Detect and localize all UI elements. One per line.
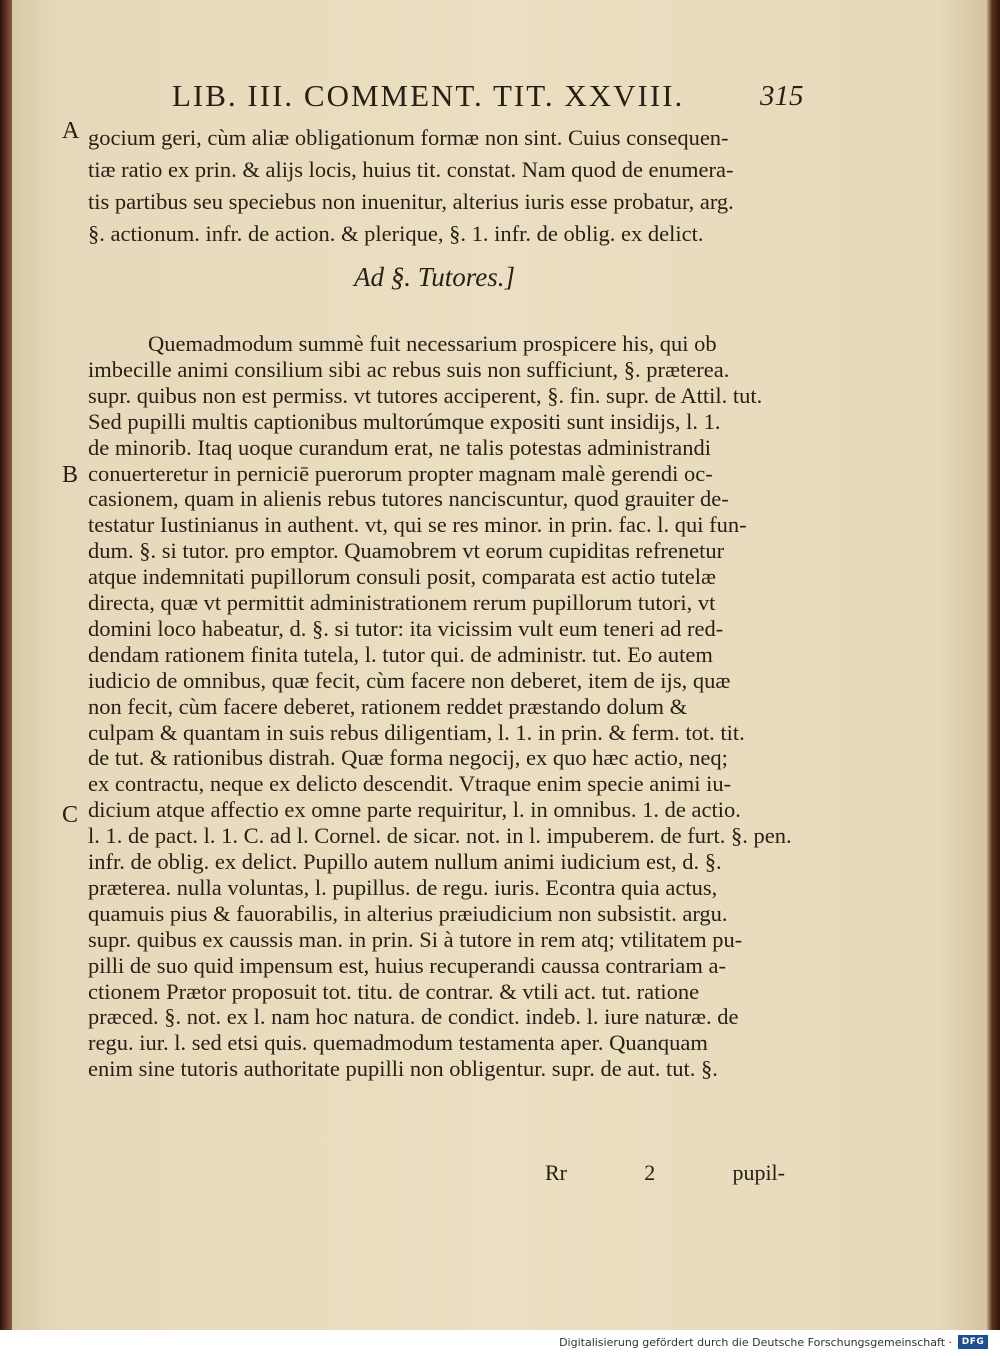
text-line: Sed pupilli multis captionibus multorúmque expositi sunt insidijs, l. 1. — [88, 408, 721, 434]
text-line: pilli de suo quid impensum est, huius recuperandi caussa contrariam a- — [88, 952, 726, 978]
text-line: testatur Iustinianus in authent. vt, qui se res minor. in prin. fac. l. qui fun- — [88, 512, 747, 538]
text-line: de tut. & rationibus distrah. Quæ forma negocij, ex quo hæc actio, neq; — [88, 745, 728, 771]
dfg-logo: DFG — [958, 1335, 988, 1349]
text-line: ctionem Prætor proposuit tot. titu. de contrar. & vtili act. tut. ratione — [88, 978, 700, 1004]
catchword: pupil- — [732, 1160, 785, 1185]
text-line: directa, quæ vt permittit administrationem rerum pupillorum tutori, vt — [88, 590, 716, 615]
text-line: infr. de oblig. ex delict. Pupillo autem nullum animi iudicium est, d. §. — [88, 849, 722, 874]
text-line: ex contractu, neque ex delicto descendit. Vtraque enim specie animi iu- — [88, 771, 732, 797]
page-edge — [987, 0, 1000, 1330]
text-line: supr. quibus ex caussis man. in prin. Si à tutore in rem atq; vtilitatem pu- — [88, 926, 743, 952]
text-line: conuerteretur in perniciē puerorum propter magnam malè gerendi oc- — [88, 460, 713, 486]
text-line: imbecille animi consilium sibi ac rebus suis non sufficiunt, §. præterea. — [88, 356, 730, 382]
footer-bar — [0, 1330, 1000, 1356]
text-line: §. actionum. infr. de action. & plerique, §. 1. infr. de oblig. ex delict. — [88, 221, 704, 246]
text-line: culpam & quantam in suis rebus diligentiam, l. 1. in prin. & ferm. tot. tit. — [88, 719, 745, 745]
text-line: tis partibus seu speciebus non inuenitur, alterius iuris esse probatur, arg. — [88, 189, 734, 214]
running-title: LIB. III. COMMENT. TIT. XXVIII. — [172, 78, 685, 113]
text-line: præterea. nulla voluntas, l. pupillus. de regu. iuris. Econtra quia actus, — [88, 874, 718, 900]
text-line: quamuis pius & fauorabilis, in alterius præiudicium non subsistit. argu. — [88, 900, 728, 926]
book-binding — [0, 0, 12, 1330]
marginal-letter-c: C — [62, 802, 79, 828]
text-line: iudicio de omnibus, quæ fecit, cùm facere non deberet, item de ijs, quæ — [88, 667, 731, 693]
text-line: præced. §. not. ex l. nam hoc natura. de condict. indeb. l. iure naturæ. de — [88, 1004, 739, 1030]
text-line: dum. §. si tutor. pro emptor. Quamobrem vt eorum cupiditas refrenetur — [88, 538, 725, 564]
text-line: atque indemnitati pupillorum consuli posit, comparata est actio tutelæ — [88, 564, 716, 590]
marginal-letter-b: B — [62, 462, 79, 488]
text-line: regu. iur. l. sed etsi quis. quemadmodum testamenta aper. Quanquam — [88, 1030, 708, 1056]
text-line: enim sine tutoris authoritate pupilli non obligentur. supr. de aut. tut. §. — [88, 1056, 718, 1082]
text-line: dicium atque affectio ex omne parte requiritur, l. in omnibus. 1. de actio. — [88, 797, 741, 823]
text-line: domini loco habeatur, d. §. si tutor: ita vicissim vult eum teneri ad red- — [88, 615, 724, 641]
text-line: Quemadmodum summè fuit necessarium prospicere his, qui ob — [148, 331, 717, 356]
text-line: non fecit, cùm facere deberet, rationem reddet præstando dolum & — [88, 693, 688, 719]
text-line: l. 1. de pact. l. 1. C. ad l. Cornel. de sicar. not. in l. impuberem. de furt. §. pen. — [88, 823, 792, 849]
text-line: de minorib. Itaq uoque curandum erat, ne talis potestas administrandi — [88, 434, 711, 460]
section-heading: Ad §. Tutores.] — [354, 262, 516, 292]
text-line: gocium geri, cùm aliæ obligationum formæ non sint. Cuius consequen- — [88, 125, 729, 150]
text-line: dendam rationem finita tutela, l. tutor qui. de administr. tut. Eo autem — [88, 641, 713, 667]
text-line: supr. quibus non est permiss. vt tutores acciperent, §. fin. supr. de Attil. tut. — [88, 382, 763, 408]
signature-number: 2 — [644, 1160, 656, 1185]
text-line: casionem, quam in alienis rebus tutores nanciscuntur, quod grauiter de- — [88, 486, 729, 512]
text-line: tiæ ratio ex prin. & alijs locis, huius tit. constat. Nam quod de enumera- — [88, 157, 734, 182]
catchword-line — [545, 1160, 785, 1186]
marginal-letter-a: A — [62, 118, 80, 144]
page-number: 315 — [760, 80, 804, 112]
funding-note: Digitalisierung gefördert durch die Deutsche Forschungsgemeinschaft · — [559, 1336, 952, 1349]
signature-mark: Rr — [545, 1160, 567, 1185]
